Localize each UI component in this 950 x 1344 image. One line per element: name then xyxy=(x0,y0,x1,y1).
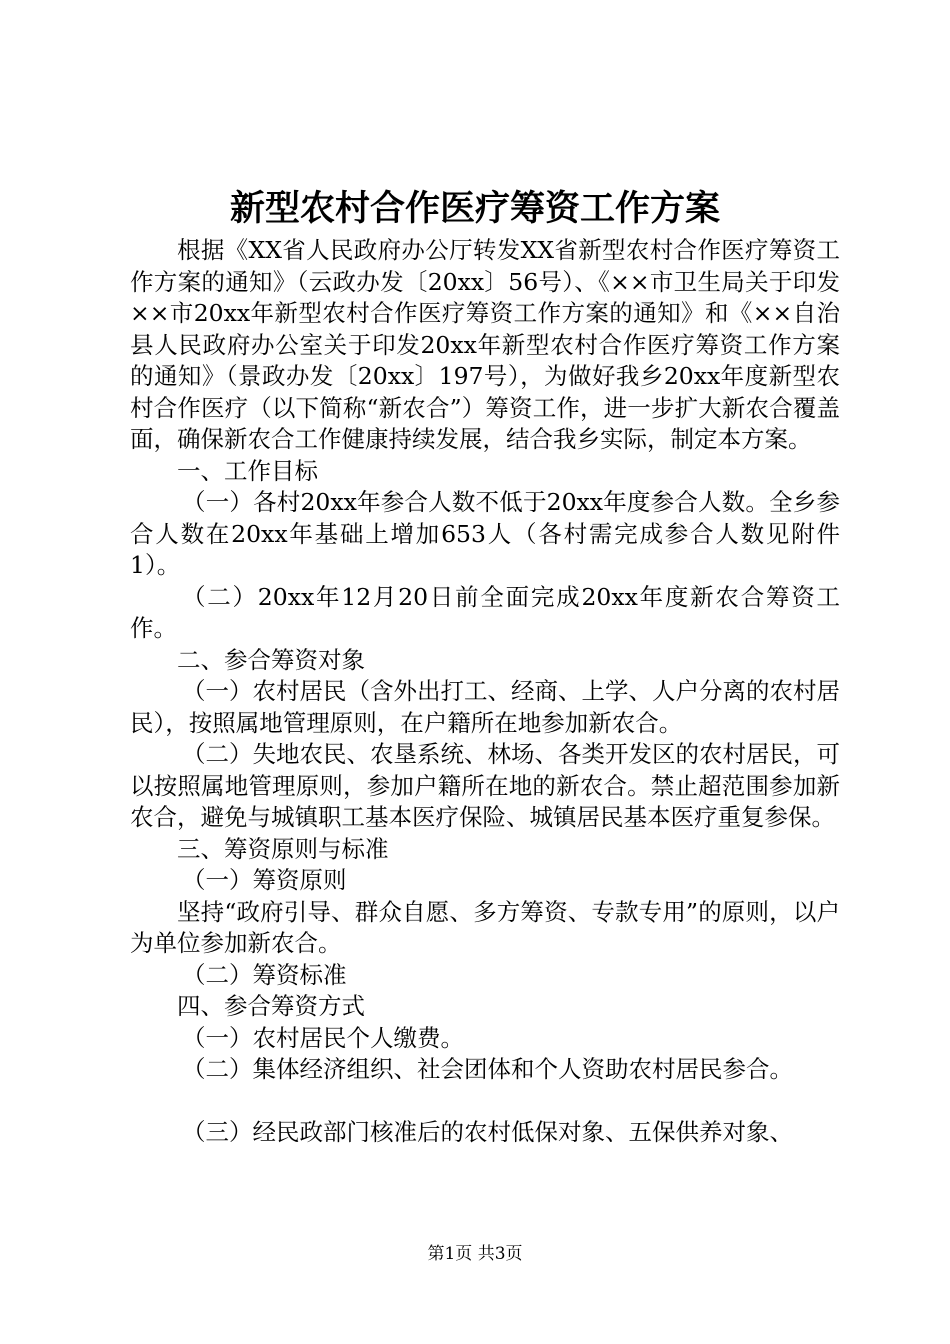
blank-line xyxy=(130,1086,840,1117)
paragraph-method-3: （三）经民政部门核准后的农村低保对象、五保供养对象、 xyxy=(182,1117,793,1146)
subheading-principle: （一）筹资原则 xyxy=(182,866,347,894)
heading-methods: 四、参合筹资方式 xyxy=(177,992,365,1020)
heading-principles: 三、筹资原则与标准 xyxy=(177,834,389,863)
paragraph-intro: 根据《XX省人民政府办公厅转发XX省新型农村合作医疗筹资工作方案的通知》（云政办发〔20xx〕56号）、《××市卫生局关于印发××市20xx年新型农村合作医疗筹资工作方案的通知》和《××自治县人民政府办公室关于印发20xx年新型农村合作医疗筹资工作方案的通知》（景政办发〔20xx〕197号），为做好我乡20xx年度新型农村合作医疗（以下简称“新农合”）筹资工作，进一步扩大新农合覆盖面，确保新农合工作健康持续发展，结合我乡实际，制定本方案。 xyxy=(130,236,840,453)
heading-work-goals: 一、工作目标 xyxy=(177,456,318,485)
heading-target-groups: 二、参合筹资对象 xyxy=(177,645,365,674)
paragraph-method-2: （二）集体经济组织、社会团体和个人资助农村居民参合。 xyxy=(182,1055,793,1083)
paragraph-principle: 坚持“政府引导、群众自愿、多方筹资、专款专用”的原则，以户为单位参加新农合。 xyxy=(130,897,840,957)
paragraph-method-1: （一）农村居民个人缴费。 xyxy=(182,1023,464,1052)
document-body xyxy=(130,235,840,1148)
document-title: 新型农村合作医疗筹资工作方案 xyxy=(229,188,720,229)
paragraph-target-2: （二）失地农民、农垦系统、林场、各类开发区的农村居民，可以按照属地管理原则，参加户籍所在地的新农合。禁止超范围参加新农合，避免与城镇职工基本医疗保险、城镇居民基本医疗重复参保。 xyxy=(130,740,840,831)
page-footer: 第1页 共3页 xyxy=(427,1244,523,1264)
paragraph-goal-1: （一）各村20xx年参合人数不低于20xx年度参合人数。全乡参合人数在20xx年基础上增加653人（各村需完成参合人数见附件1）。 xyxy=(130,488,840,579)
paragraph-target-1: （一）农村居民（含外出打工、经商、上学、人户分离的农村居民），按照属地管理原则，在户籍所在地参加新农合。 xyxy=(130,677,840,737)
subheading-standard: （二）筹资标准 xyxy=(182,960,347,989)
paragraph-goal-2: （二）20xx年12月20日前全面完成20xx年度新农合筹资工作。 xyxy=(130,582,840,642)
